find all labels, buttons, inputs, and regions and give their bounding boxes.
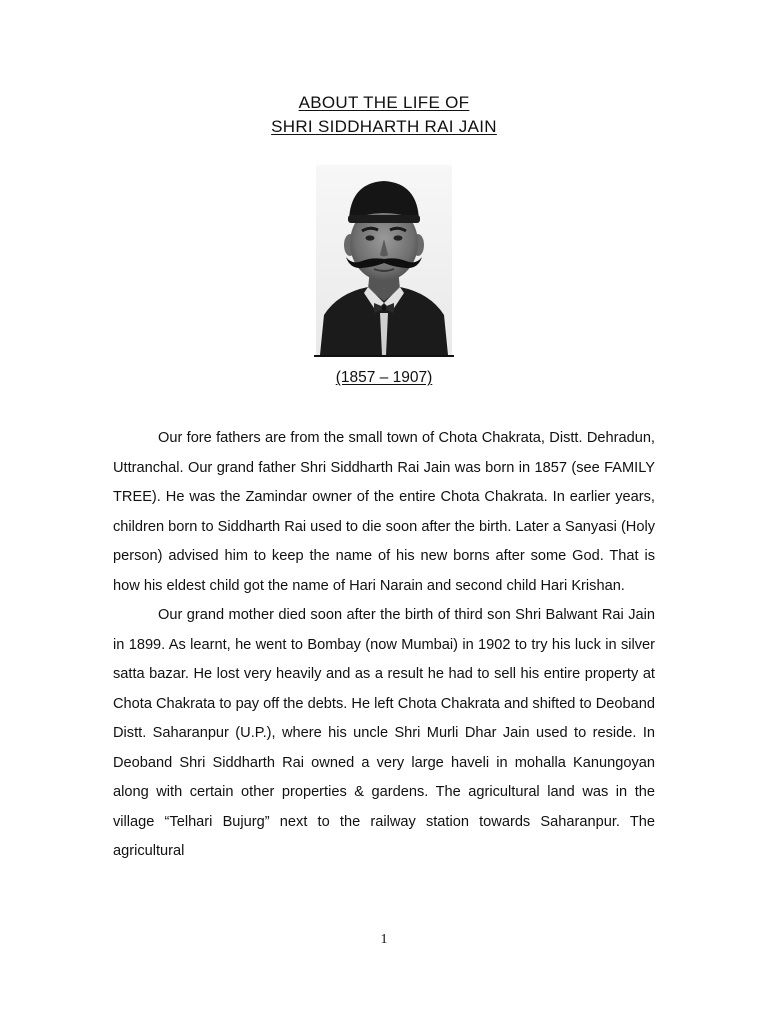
portrait-photo [316,165,452,355]
title-line-2: SHRI SIDDHARTH RAI JAIN [271,117,497,136]
paragraph-1: Our fore fathers are from the small town of Chota Chakrata, Distt. Dehradun, Uttranchal. Our grand father Shri Siddharth Rai Jain was born in 1857 (see FAMILY TREE). He was the Zamindar owner of the entire Chota Chakrata. In earlier years, children born to Siddharth Rai used to die soon after the birth. Later a Sanyasi (Holy person) advised him to keep the name of his new borns after some God. That is how his eldest child got the name of Hari Narain and second child Hari Krishan. [113,430,655,594]
body-text [113,424,655,867]
portrait-photo-icon [316,165,452,355]
title-line-1: ABOUT THE LIFE OF [298,93,470,112]
photo-divider [314,355,454,357]
life-years: (1857 – 1907) [335,369,433,386]
page-number: 1 [380,932,388,947]
paragraph-2: Our grand mother died soon after the birth of third son Shri Balwant Rai Jain in 1899. As learnt, he went to Bombay (now Mumbai) in 1902 to try his luck in silver satta bazar. He lost very heavily and as a result he had to sell his entire property at Chota Chakrata to pay off the debts. He left Chota Chakrata and shifted to Deoband Distt. Saharanpur (U.P.), where his uncle Shri Murli Dhar Jain used to reside. In Deoband Shri Siddharth Rai owned a very large haveli in mohalla Kanungoyan along with certain other properties & gardens. The agricultural land was in the village “Telhari Bujurg” next to the railway station towards Saharanpur. The agricultural [113,607,655,859]
